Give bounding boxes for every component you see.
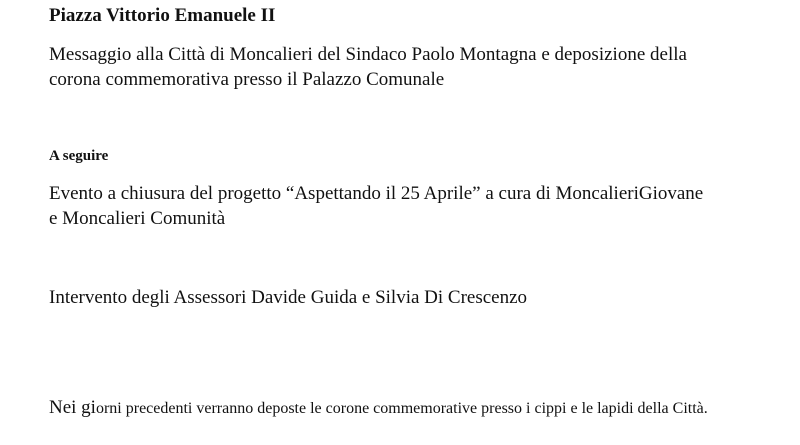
speakers-paragraph: Intervento degli Assessori Davide Guida e Silvia Di Crescenzo [49, 287, 528, 308]
previous-days-paragraph [49, 396, 708, 421]
previous-days-lead: Nei gi [49, 397, 96, 418]
section-label: A seguire [49, 148, 109, 164]
event-paragraph [49, 181, 769, 231]
message-line-2: corona commemorativa presso il Palazzo Comunale [49, 69, 445, 90]
event-line-2: e Moncalieri Comunità [49, 208, 226, 229]
event-line-1: Evento a chiusura del progetto “Aspettando il 25 Aprile” a cura di MoncalieriGiovane [49, 183, 704, 204]
message-line-1: Messaggio alla Città di Moncalieri del Sindaco Paolo Montagna e deposizione della [49, 44, 687, 65]
previous-days-text: orni precedenti verranno deposte le corone commemorative presso i cippi e le lapidi della Città. [95, 400, 708, 417]
location-heading: Piazza Vittorio Emanuele II [49, 5, 276, 26]
message-paragraph [49, 42, 769, 92]
